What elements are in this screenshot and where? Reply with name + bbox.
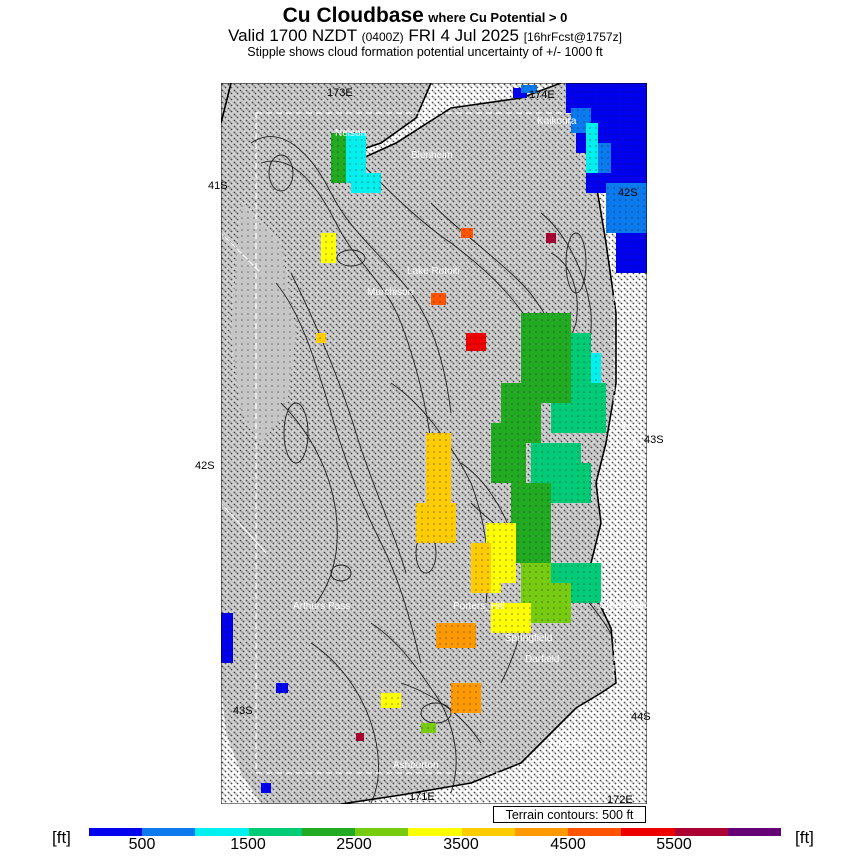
valid-time xyxy=(0,26,850,46)
colorbar-swatch xyxy=(249,828,302,836)
valid-prefix: Valid 1700 NZDT xyxy=(228,26,357,45)
colorbar-tick: 3500 xyxy=(443,836,479,853)
colorbar-swatch xyxy=(675,828,728,836)
colorbar-swatch xyxy=(302,828,355,836)
town-darfield: Darfield xyxy=(525,654,560,665)
lon-label-173e: 173E xyxy=(327,87,353,99)
town-lake-rotoiti: Lake Rotoiti xyxy=(407,266,460,277)
colorbar-swatch xyxy=(462,828,515,836)
colorbar-tick: 2500 xyxy=(336,836,372,853)
colorbar xyxy=(89,828,781,836)
colorbar-unit-right: [ft] xyxy=(795,828,814,847)
colorbar-swatch xyxy=(89,828,142,836)
valid-forecast: [16hrFcst@1757z] xyxy=(523,30,622,44)
title-sub: where Cu Potential > 0 xyxy=(428,10,568,25)
stipple-note: Stipple shows cloud formation potential uncertainty of +/- 1000 ft xyxy=(247,45,603,59)
lat-label-43s-right: 43S xyxy=(644,434,664,446)
town-kaikoura: Kaikoura xyxy=(537,116,577,127)
colorbar-tick: 5500 xyxy=(656,836,692,853)
town-porters-hill: Porters_Hill xyxy=(453,601,505,612)
town-christchurch: Christchurch xyxy=(599,600,656,611)
title-main: Cu Cloudbase xyxy=(282,4,424,27)
town-arthurs-pass: Arthurs Pass xyxy=(293,601,351,612)
town-blenheim: Blenheim xyxy=(411,150,453,161)
colorbar-swatch xyxy=(355,828,408,836)
valid-date: FRI 4 Jul 2025 xyxy=(408,26,519,45)
uncertainty-stipple xyxy=(221,83,647,804)
colorbar-swatch xyxy=(728,828,781,836)
colorbar-swatch xyxy=(568,828,621,836)
colorbar-swatch xyxy=(621,828,674,836)
lat-label-43s-left: 43S xyxy=(233,705,253,717)
terrain-contours-note: Terrain contours: 500 ft xyxy=(493,806,646,823)
map-canvas xyxy=(221,83,647,804)
lat-label-42s-right: 42S xyxy=(618,187,638,199)
lat-label-44s: 44S xyxy=(631,711,651,723)
colorbar-tick: 1500 xyxy=(230,836,266,853)
valid-utc: (0400Z) xyxy=(361,30,404,44)
lon-label-172e: 172E xyxy=(607,794,633,806)
colorbar-swatch xyxy=(515,828,568,836)
map-title xyxy=(0,4,850,28)
lon-label-171e: 171E xyxy=(409,791,435,803)
colorbar-tick: 4500 xyxy=(550,836,586,853)
colorbar-swatch xyxy=(195,828,248,836)
map-panel[interactable] xyxy=(195,83,664,806)
colorbar-tick: 500 xyxy=(128,836,156,853)
town-ashburton: Ashburton xyxy=(393,760,439,771)
colorbar-unit-left: [ft] xyxy=(52,828,71,847)
town-springfield: Springfield xyxy=(505,633,553,644)
town-murchison: Murchison xyxy=(367,287,414,298)
town-nelson: Nelson xyxy=(335,128,367,139)
lon-label-174e: 174E xyxy=(529,89,555,101)
lat-label-42s-left: 42S xyxy=(195,460,215,472)
town-nzps: NZPS xyxy=(558,739,585,750)
lat-label-41s: 41S xyxy=(208,180,228,192)
colorbar-swatch xyxy=(142,828,195,836)
colorbar-swatch xyxy=(408,828,461,836)
